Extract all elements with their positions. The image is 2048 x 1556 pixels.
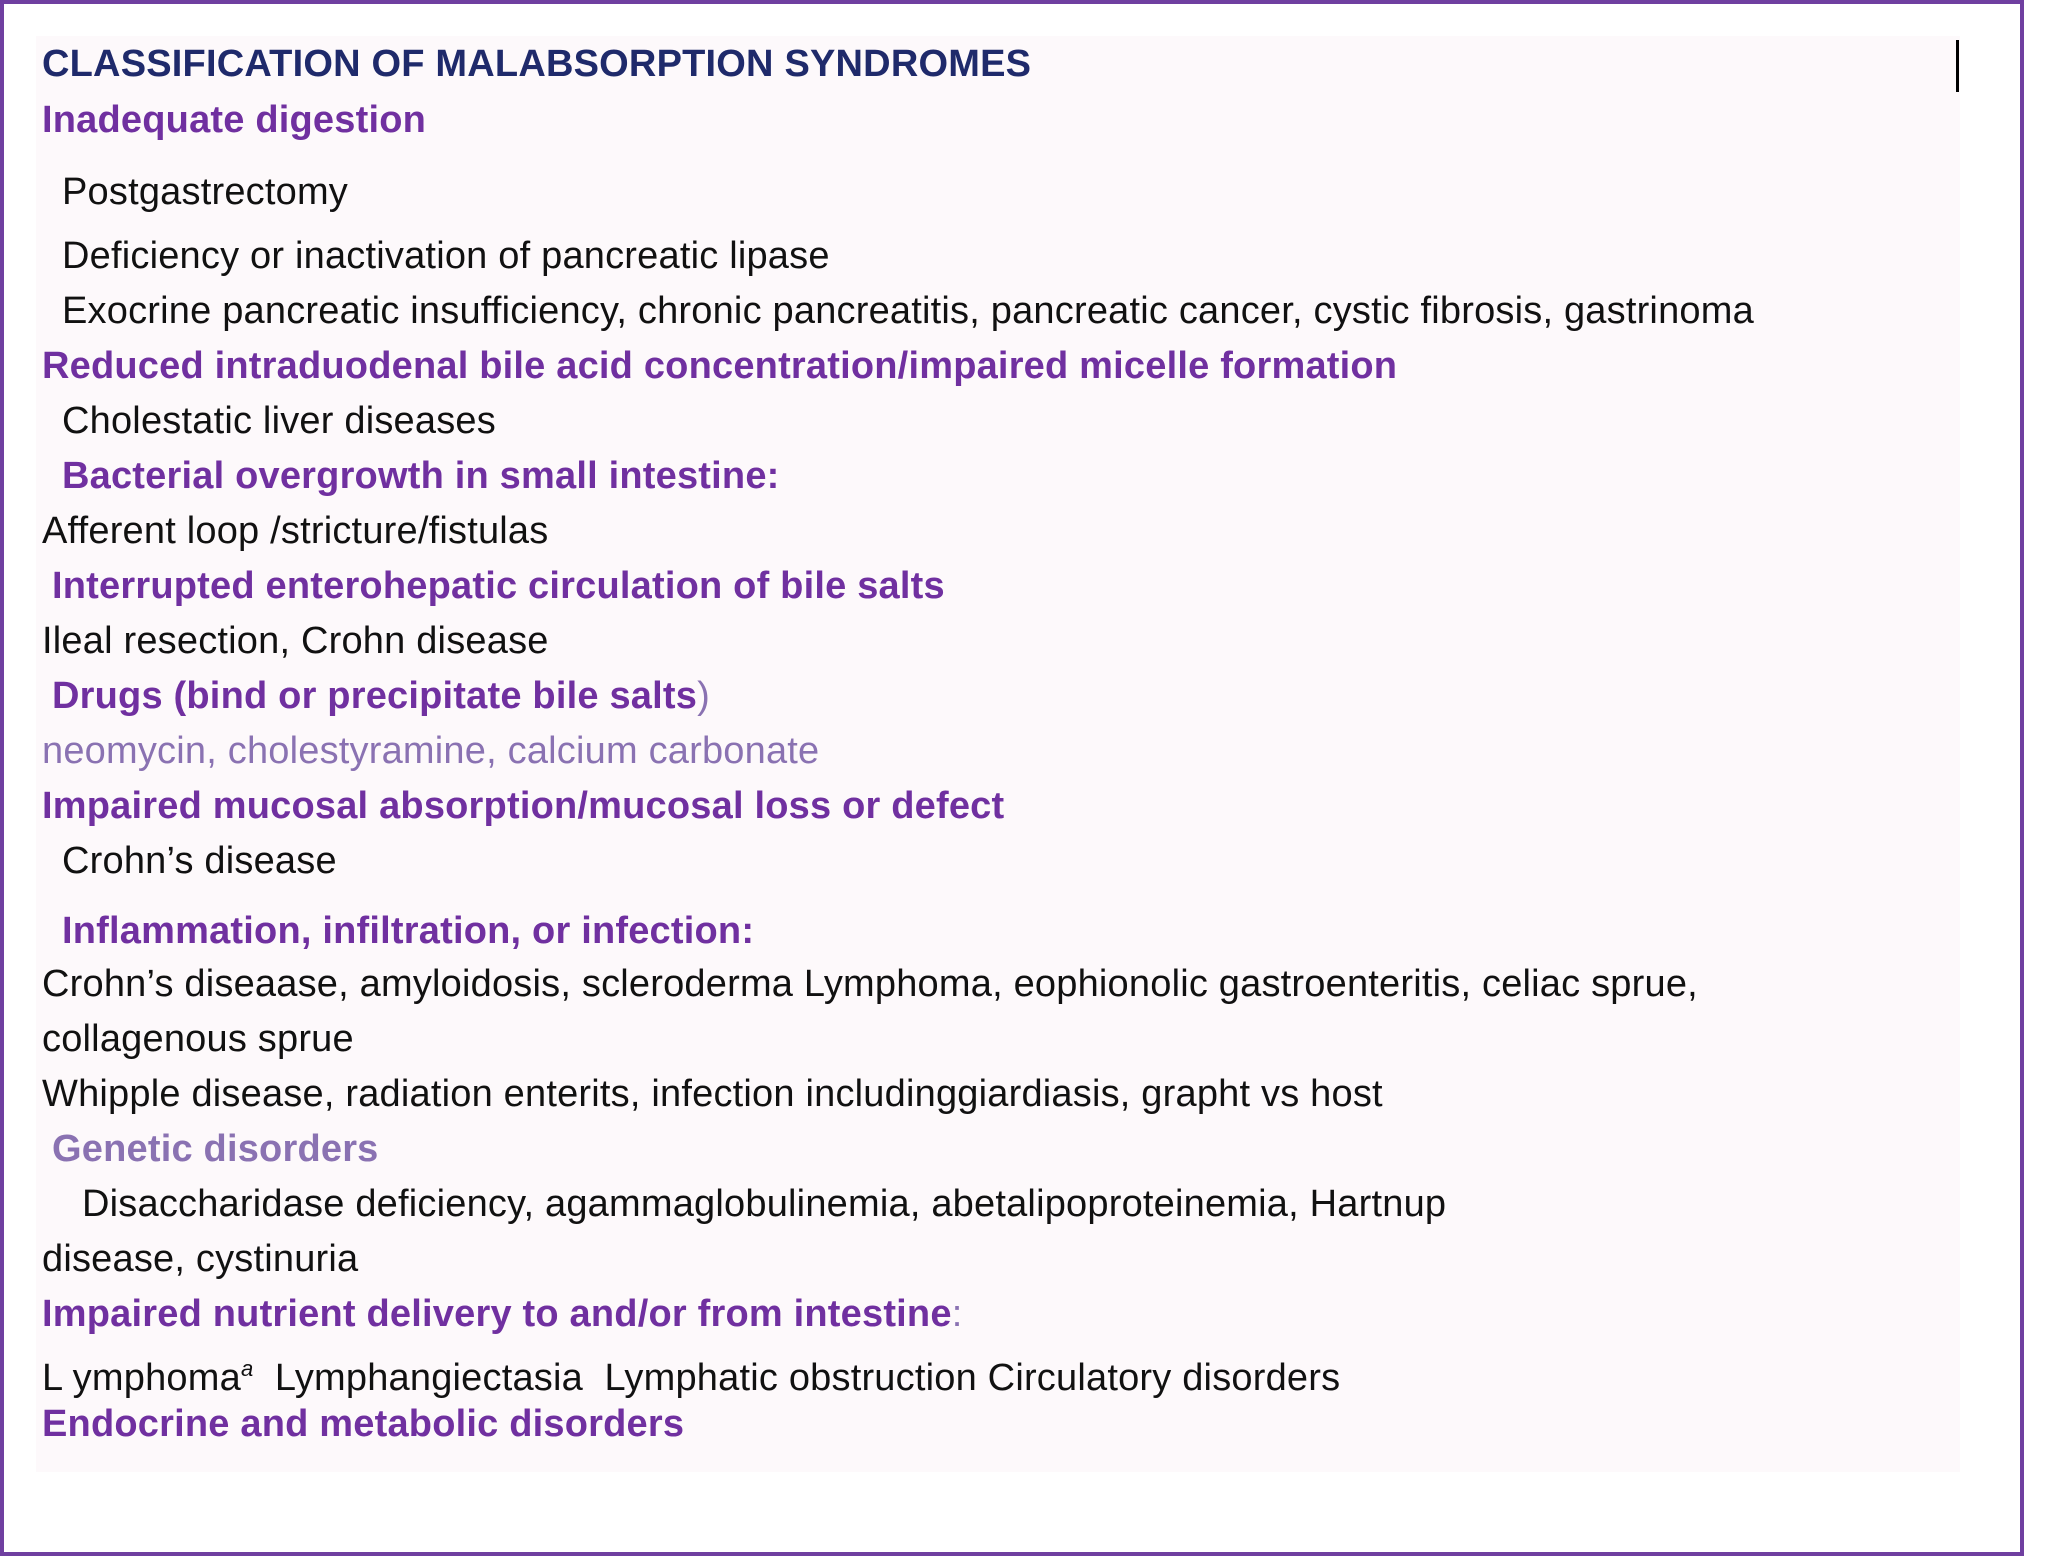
list-item: Crohn’s diseaase, amyloidosis, scleroderma Lymphoma, eophionolic gastroenteritis, celiac sprue,	[42, 963, 1698, 1005]
list-item: neomycin, cholestyramine, calcium carbonate	[42, 730, 820, 772]
page-title: CLASSIFICATION OF MALABSORPTION SYNDROMES	[42, 43, 1032, 85]
heading-drugs-paren: )	[697, 675, 710, 717]
lymph-disorders-text: Lymphangiectasia Lymphatic obstruction Circulatory disorders	[253, 1357, 1341, 1399]
list-item: Afferent loop /stricture/fistulas	[42, 510, 549, 552]
heading-bacterial-overgrowth: Bacterial overgrowth in small intestine:	[62, 455, 780, 497]
heading-nutrient-delivery-colon: :	[951, 1293, 963, 1335]
heading-endocrine: Endocrine and metabolic disorders	[42, 1403, 685, 1445]
heading-genetic: Genetic disorders	[52, 1128, 379, 1170]
list-item: Whipple disease, radiation enterits, infection includinggiardiasis, grapht vs host	[42, 1073, 1383, 1115]
heading-inflammation: Inflammation, infiltration, or infection:	[62, 910, 755, 952]
list-item: Crohn’s disease	[62, 840, 337, 882]
list-item	[42, 1347, 1340, 1400]
list-item: Postgastrectomy	[62, 171, 348, 213]
list-item: Disaccharidase deficiency, agammaglobulinemia, abetalipoproteinemia, Hartnup	[82, 1183, 1447, 1225]
heading-mucosal: Impaired mucosal absorption/mucosal loss or defect	[42, 785, 1005, 827]
heading-nutrient-delivery	[42, 1292, 962, 1336]
heading-nutrient-delivery-text: Impaired nutrient delivery to and/or from intestine	[42, 1293, 952, 1335]
heading-drugs-text: Drugs (bind or precipitate bile salts	[52, 675, 698, 717]
lymphoma-text: L ymphoma	[42, 1357, 241, 1399]
heading-drugs	[52, 674, 710, 718]
list-item: collagenous sprue	[42, 1018, 354, 1060]
list-item: Exocrine pancreatic insufficiency, chronic pancreatitis, pancreatic cancer, cystic fibrosis, gastrinoma	[62, 290, 1754, 332]
heading-bile-acid: Reduced intraduodenal bile acid concentration/impaired micelle formation	[42, 345, 1398, 387]
text-cursor	[1956, 40, 1959, 92]
list-item: Cholestatic liver diseases	[62, 400, 496, 442]
list-item: Deficiency or inactivation of pancreatic lipase	[62, 235, 830, 277]
list-item: Ileal resection, Crohn disease	[42, 620, 549, 662]
footnote-marker: a	[240, 1356, 254, 1381]
heading-inadequate-digestion: Inadequate digestion	[42, 99, 427, 141]
heading-enterohepatic: Interrupted enterohepatic circulation of bile salts	[52, 565, 945, 607]
list-item: disease, cystinuria	[42, 1238, 359, 1280]
